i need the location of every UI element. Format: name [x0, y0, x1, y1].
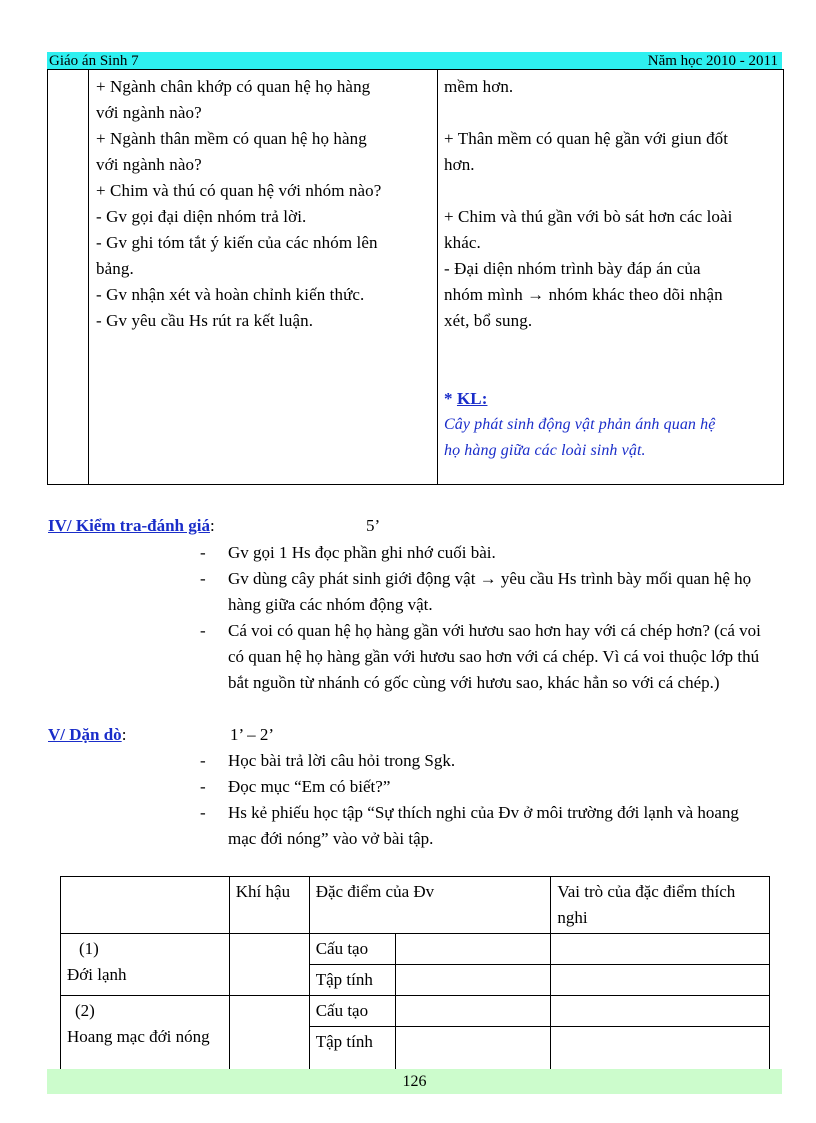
activity-table	[47, 69, 784, 485]
table-cell	[551, 965, 770, 996]
table-row	[61, 996, 770, 1027]
page-footer	[47, 1069, 782, 1094]
table-cell	[395, 965, 551, 996]
table-cell	[229, 934, 309, 996]
text-line: + Ngành thân mềm có quan hệ họ hàng	[96, 129, 367, 148]
section-iv-time: 5’	[366, 516, 381, 535]
text-line	[444, 100, 733, 126]
student-activity-column	[444, 74, 733, 464]
section-v-list	[200, 748, 770, 852]
page-header	[47, 52, 782, 69]
kl-star: *	[444, 389, 457, 408]
list-item-text: Học bài trả lời câu hỏi trong Sgk.	[228, 751, 456, 770]
text-line: mềm hơn.	[444, 77, 514, 96]
page-number: 126	[402, 1073, 427, 1090]
text-line: - Đại diện nhóm trình bày đáp án của	[444, 259, 701, 278]
text-line: - Gv nhận xét và hoàn chỉnh kiến thức.	[96, 285, 365, 304]
text-line: xét, bổ sung.	[444, 311, 533, 330]
row-name: Đới lạnh	[67, 965, 127, 984]
list-item: - Đọc mục “Em có biết?”	[200, 777, 391, 796]
section-title: IV/ Kiểm tra-đánh giá	[48, 516, 210, 535]
kl-label: KL:	[456, 389, 488, 408]
list-item-text: Hs kẻ phiếu học tập “Sự thích nghi của Đv ở môi trường đới lạnh và hoang mạc đới nóng” vào vở bài tập.	[228, 803, 739, 848]
header-cell: Vai trò của đặc điểm thích nghi	[551, 877, 770, 934]
table-cell	[395, 934, 551, 965]
table-cell: Cấu tạo	[309, 934, 395, 965]
table-divider	[88, 70, 89, 484]
list-item: - Học bài trả lời câu hỏi trong Sgk.	[200, 751, 456, 770]
table-cell	[551, 996, 770, 1027]
section-v-heading	[48, 722, 126, 748]
row-name: Hoang mạc đới nóng	[67, 1027, 210, 1046]
table-row	[61, 934, 770, 965]
table-cell	[395, 996, 551, 1027]
text-line	[444, 178, 733, 204]
text-line: hơn.	[444, 155, 475, 174]
text-line: + Chim và thú gần với bò sát hơn các loài	[444, 207, 733, 226]
list-item-text: Gv dùng cây phát sinh giới động vật → yêu cầu Hs trình bày mối quan hệ họ hàng giữa các nhóm động vật.	[228, 569, 752, 614]
adaptation-table	[60, 876, 770, 1087]
conclusion-heading	[444, 386, 733, 412]
text-line: - Gv gọi đại diện nhóm trả lời.	[96, 207, 307, 226]
text-line: bảng.	[96, 259, 134, 278]
header-school-year: Năm học 2010 - 2011	[647, 53, 778, 69]
text-line: với ngành nào?	[96, 103, 202, 122]
row-number: (1)	[79, 939, 99, 958]
section-title: V/ Dặn dò	[48, 725, 122, 744]
text-line: - Gv yêu cầu Hs rút ra kết luận.	[96, 311, 314, 330]
conclusion-text: họ hàng giữa các loài sinh vật.	[444, 442, 646, 459]
text-line: - Gv ghi tóm tắt ý kiến của các nhóm lên	[96, 233, 378, 252]
text-line: với ngành nào?	[96, 155, 202, 174]
list-item: - Hs kẻ phiếu học tập “Sự thích nghi của Đv ở môi trường đới lạnh và hoang mạc đới nóng” vào vở bài tập.	[200, 803, 739, 848]
list-item-text: Gv gọi 1 Hs đọc phần ghi nhớ cuối bài.	[228, 543, 496, 562]
section-iv-list	[200, 540, 770, 696]
list-item: - Gv gọi 1 Hs đọc phần ghi nhớ cuối bài.	[200, 543, 496, 562]
text-line: + Chim và thú có quan hệ với nhóm nào?	[96, 181, 382, 200]
spacer	[444, 334, 733, 386]
list-item: - Cá voi có quan hệ họ hàng gần với hươu sao hơn hay với cá chép hơn? (cá voi có quan hệ họ hàng gần với hươu sao hơn với cá chép. Vì cá voi thuộc lớp thú bắt nguồn từ nhánh có gốc cùng với hươu sao, khác hẳn so với cá chép.)	[200, 621, 761, 692]
section-colon: :	[209, 516, 215, 535]
section-v-time: 1’ – 2’	[230, 725, 275, 744]
list-item-text: Cá voi có quan hệ họ hàng gần với hươu sao hơn hay với cá chép hơn? (cá voi có quan hệ họ hàng gần với hươu sao hơn với cá chép. Vì cá voi thuộc lớp thú bắt nguồn từ nhánh có gốc cùng với hươu sao, khác hẳn so với cá chép.)	[228, 621, 761, 692]
list-item: - Gv dùng cây phát sinh giới động vật → yêu cầu Hs trình bày mối quan hệ họ hàng giữa các nhóm động vật.	[200, 569, 752, 614]
table-cell: Tập tính	[309, 965, 395, 996]
table-divider	[437, 70, 438, 484]
row-number: (2)	[75, 1001, 95, 1020]
text-line: nhóm mình → nhóm khác theo dõi nhận	[444, 285, 723, 304]
table-cell: Cấu tạo	[309, 996, 395, 1027]
header-cell	[61, 877, 230, 934]
header-cell: Đặc điểm của Đv	[309, 877, 551, 934]
section-colon: :	[121, 725, 127, 744]
section-iv-heading	[48, 513, 215, 539]
conclusion-text: Cây phát sinh động vật phản ánh quan hệ	[444, 416, 716, 433]
text-line: khác.	[444, 233, 481, 252]
header-subject: Giáo án Sinh 7	[49, 53, 139, 69]
text-line: + Ngành chân khớp có quan hệ họ hàng	[96, 77, 371, 96]
table-cell	[551, 934, 770, 965]
table-row	[61, 877, 770, 934]
teacher-activity-column	[96, 74, 381, 334]
row-label-cell	[61, 934, 230, 996]
text-line: + Thân mềm có quan hệ gần với giun đốt	[444, 129, 729, 148]
table-cell: Tập tính	[309, 1027, 395, 1087]
header-cell: Khí hậu	[229, 877, 309, 934]
list-item-text: Đọc mục “Em có biết?”	[228, 777, 391, 796]
